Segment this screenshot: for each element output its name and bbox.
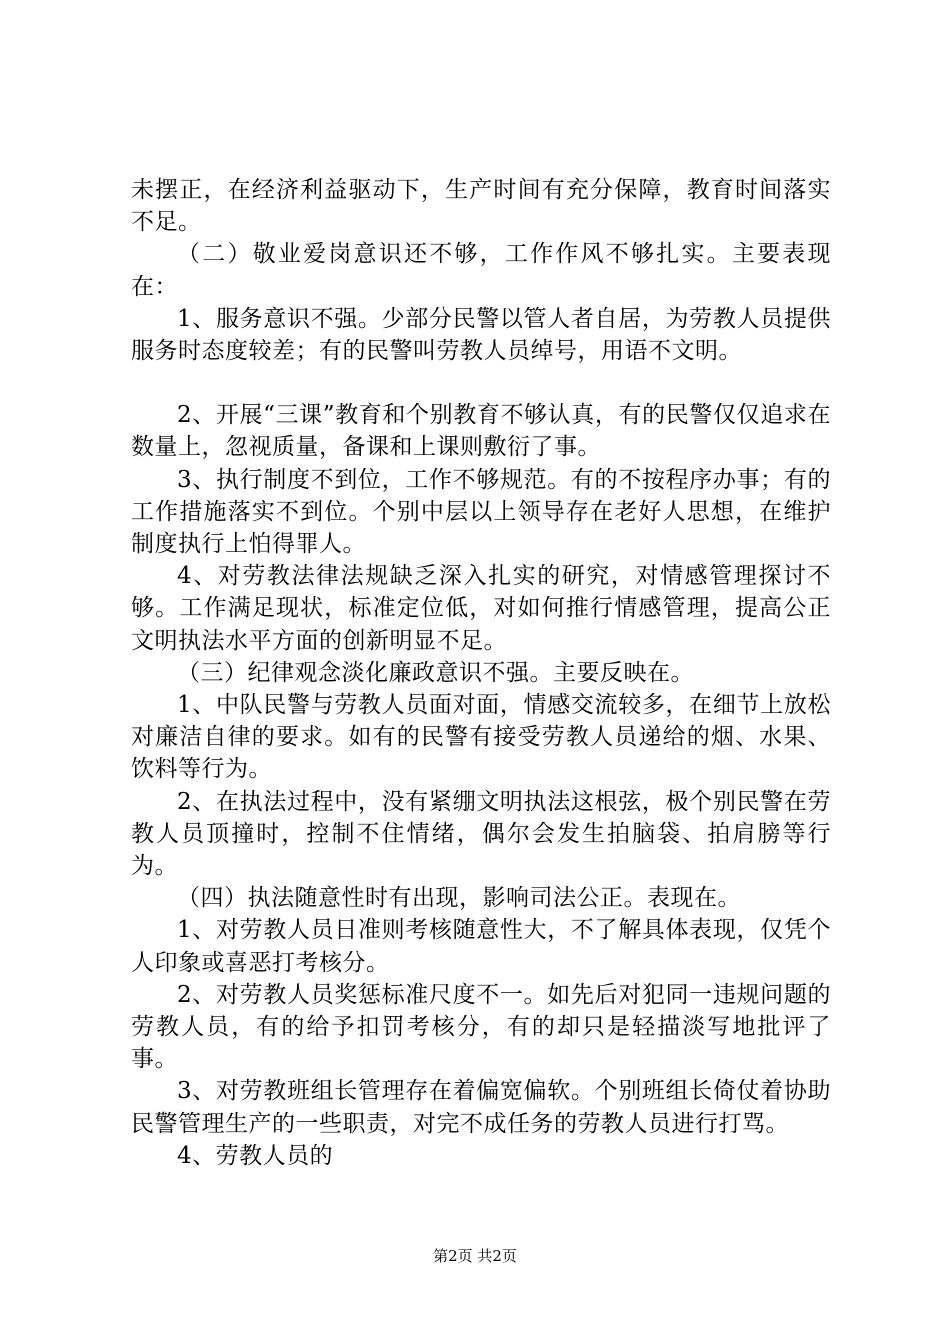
page-footer — [0, 1246, 950, 1266]
list-item-4-1: 1、对劳教人员日准则考核随意性大，不了解具体表现，仅凭个人印象或喜恶打考核分。 — [131, 917, 831, 976]
list-item-2-4: 4、对劳教法律法规缺乏深入扎实的研究，对情感管理探讨不够。工作满足现状，标准定位低，对如何推行情感管理，提高公正文明执法水平方面的创新明显不足。 — [131, 563, 831, 654]
section-heading-3: （三）纪律观念淡化廉政意识不强。主要反映在。 — [177, 659, 694, 686]
document-body — [131, 174, 831, 1172]
list-item-3-2: 2、在执法过程中，没有紧绷文明执法这根弦，极个别民警在劳教人员顶撞时，控制不住情绪，偶尔会发生拍脑袋、拍肩膀等行为。 — [131, 788, 831, 880]
section-heading-2: （二）敬业爱岗意识还不够，工作作风不够扎实。主要表现在： — [131, 241, 831, 300]
list-item-3-1: 1、中队民警与劳教人员面对面，情感交流较多，在细节上放松对廉洁自律的要求。如有的民警有接受劳教人员递给的烟、水果、饮料等行为。 — [131, 692, 831, 783]
section-heading-4: （四）执法随意性时有出现，影响司法公正。表现在。 — [177, 885, 741, 912]
list-item-4-4: 4、劳教人员的 — [177, 1142, 334, 1169]
list-item-4-3: 3、对劳教班组长管理存在着偏宽偏软。个别班组长倚仗着协助民警管理生产的一些职责，对完不成任务的劳教人员进行打骂。 — [131, 1078, 831, 1137]
list-item-2-3: 3、执行制度不到位，工作不够规范。有的不按程序办事；有的工作措施落实不到位。个别中层以上领导存在老好人思想，在维护制度执行上怕得罪人。 — [131, 466, 831, 558]
list-item-2-2: 2、开展“三课”教育和个别教育不够认真，有的民警仅仅追求在数量上，忽视质量，备课和上课则敷衍了事。 — [131, 402, 831, 461]
list-item-2-1: 1、服务意识不强。少部分民警以管人者自居，为劳教人员提供服务时态度较差；有的民警叫劳教人员绰号，用语不文明。 — [131, 305, 831, 365]
paragraph-continuation: 未摆正，在经济利益驱动下，生产时间有充分保障，教育时间落实不足。 — [131, 177, 831, 236]
page-number-label: 第2页 共2页 — [433, 1247, 517, 1265]
list-item-4-2: 2、对劳教人员奖惩标准尺度不一。如先后对犯同一违规问题的劳教人员，有的给予扣罚考核分，有的却只是轻描淡写地批评了事。 — [131, 981, 831, 1073]
